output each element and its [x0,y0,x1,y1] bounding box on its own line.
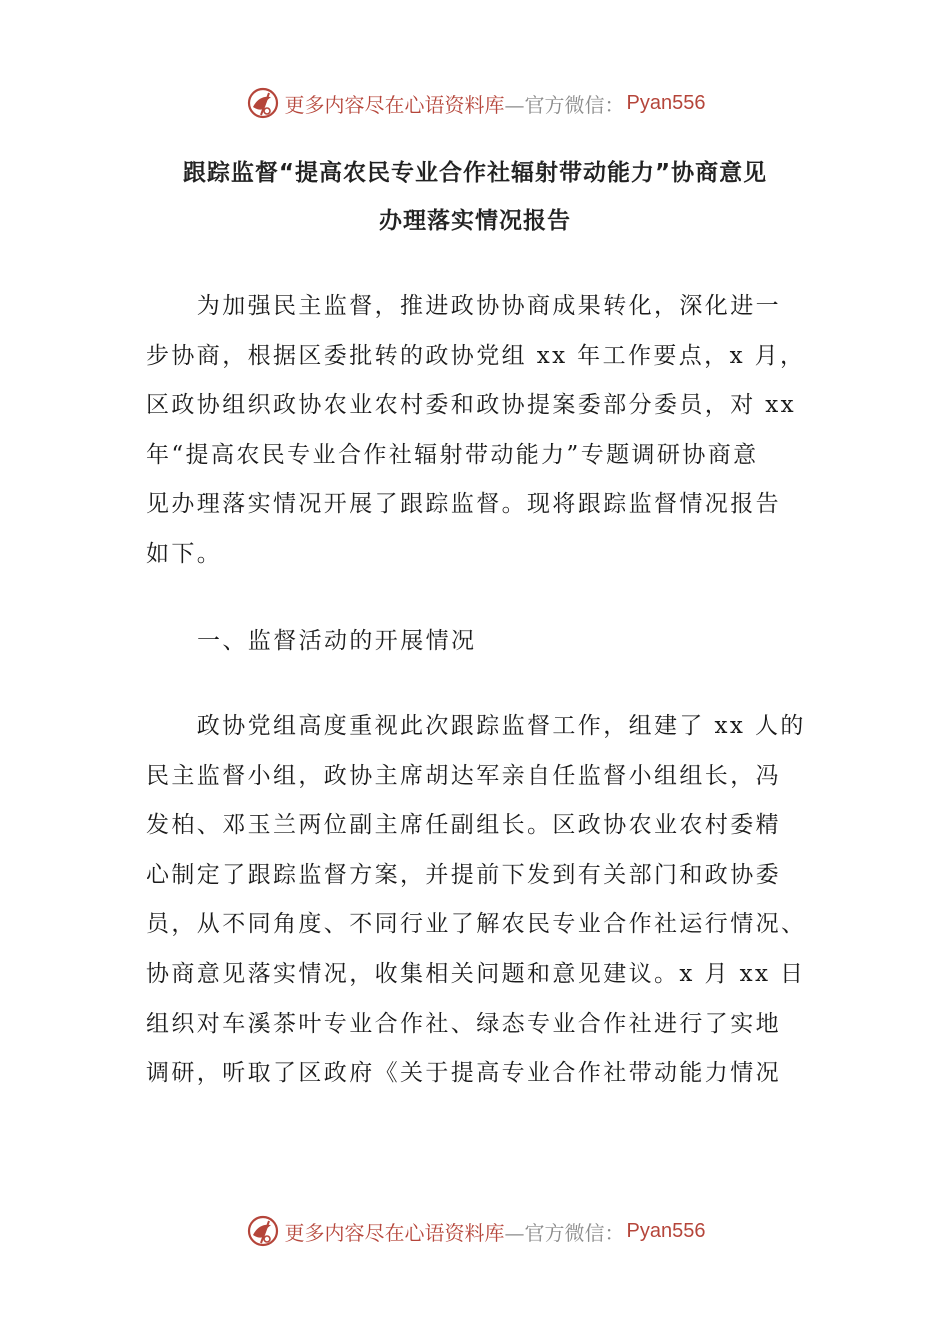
section-heading: 一、监督活动的开展情况 [197,628,477,654]
header-banner [0,83,950,123]
paragraph-line: 为加强民主监督，推进政协协商成果转化，深化进一 [146,293,781,319]
footer-banner [0,1211,950,1251]
paragraph-line: 步协商，根据区委批转的政协党组 xx 年工作要点，x 月， [146,342,806,369]
pen-swirl-icon [245,85,281,121]
paragraph-line: 区政协组织政协农业农村委和政协提案委部分委员，对 xx [146,392,797,419]
pen-swirl-icon [245,1213,281,1249]
banner-wechat-id: Pyan556 [626,91,706,114]
paragraph-line: 年“提高农民专业合作社辐射带动能力”专题调研协商意 [146,441,759,468]
paragraph-line: 心制定了跟踪监督方案，并提前下发到有关部门和政协委 [146,861,781,888]
paragraph-line: 员，从不同角度、不同行业了解农民专业合作社运行情况、 [146,911,807,938]
banner-rest-text: —官方微信： [504,92,625,117]
document-title-line-1: 跟踪监督“提高农民专业合作社辐射带动能力”协商意见 [182,160,768,186]
paragraph-line: 见办理落实情况开展了跟踪监督。现将跟踪监督情况报告 [146,491,781,518]
paragraph-line: 协商意见落实情况，收集相关问题和意见建议。x 月 xx 日 [146,960,806,987]
paragraph-line: 民主监督小组，政协主席胡达军亲自任监督小组组长，冯 [146,762,781,789]
paragraph-line: 调研，听取了区政府《关于提高专业合作社带动能力情况 [146,1060,781,1087]
paragraph-line: 如下。 [146,540,223,567]
paragraph-line: 政协党组高度重视此次跟踪监督工作，组建了 xx 人的 [146,713,806,739]
paragraph-activities [146,702,807,1099]
paragraph-line: 组织对车溪茶叶专业合作社、绿态专业合作社进行了实地 [146,1010,781,1037]
banner-wechat-id: Pyan556 [626,1219,706,1242]
banner-lead-text: 更多内容尽在心语资料库 [284,1220,505,1245]
paragraph-line: 发柏、邓玉兰两位副主席任副组长。区政协农业农村委精 [146,812,781,839]
paragraph-intro [146,282,806,580]
banner-lead-text: 更多内容尽在心语资料库 [284,92,505,117]
banner-rest-text: —官方微信： [504,1220,625,1245]
document-title-line-2: 办理落实情况报告 [379,208,571,234]
